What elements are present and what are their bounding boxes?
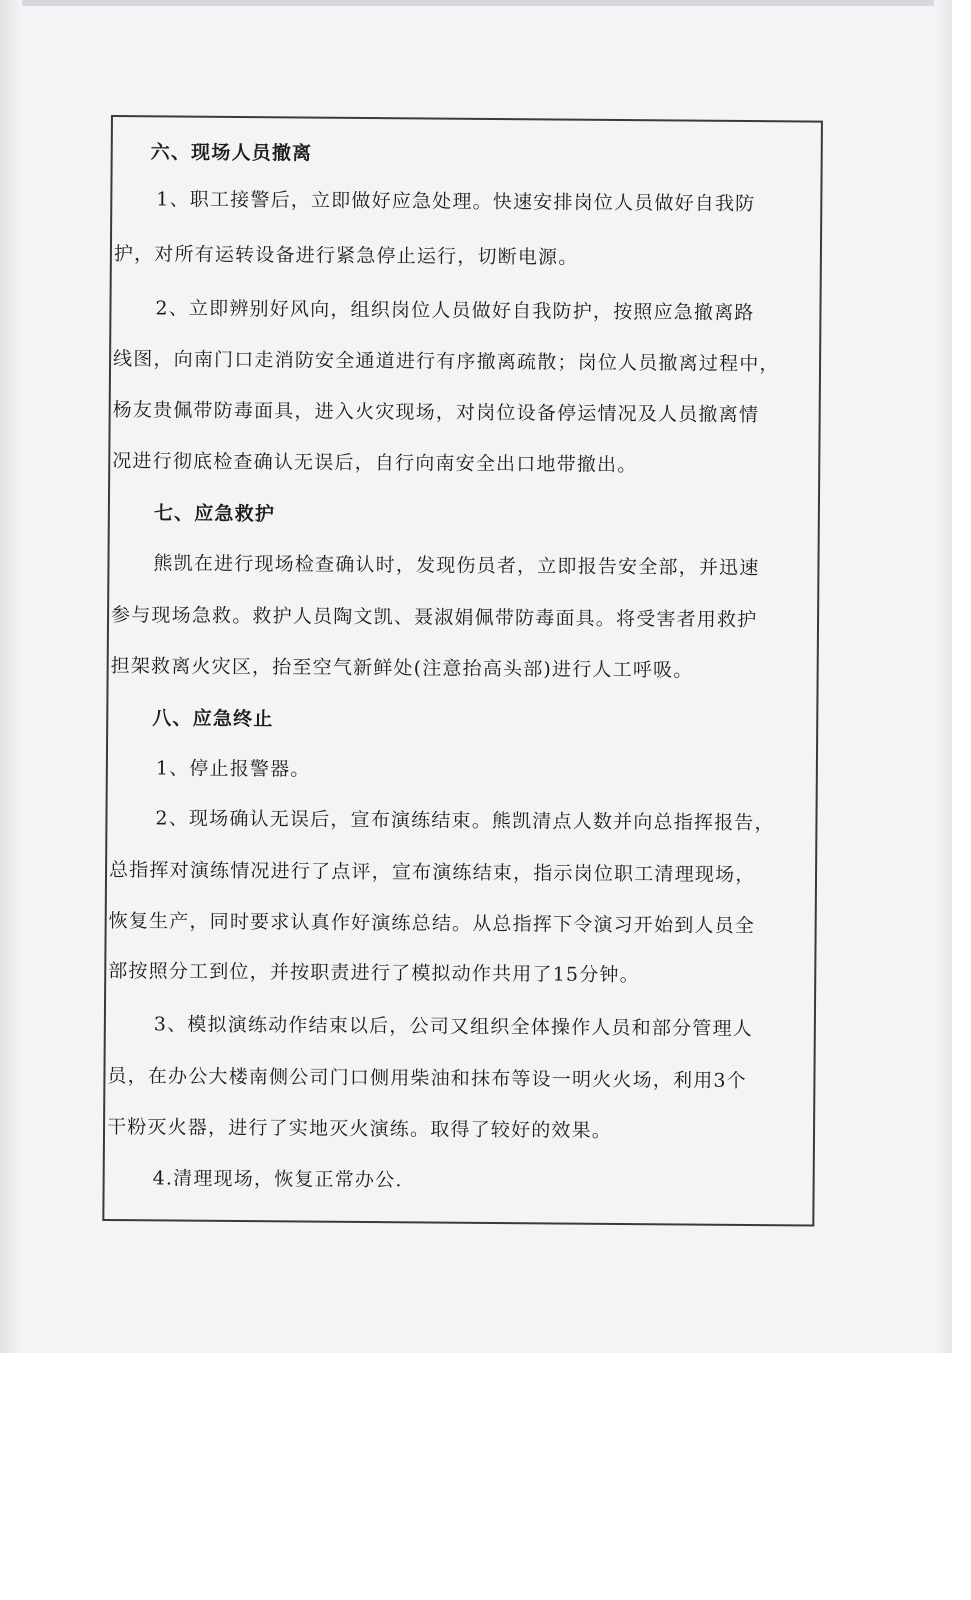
section-heading-rescue: 七、应急救护	[153, 502, 276, 526]
document-frame	[102, 115, 823, 1227]
section-heading-termination: 八、应急终止	[152, 707, 274, 731]
paragraph-line: 2、立即辨别好风向，组织岗位人员做好自我防护，按照应急撤离路	[155, 297, 755, 325]
paragraph-line: 部按照分工到位，并按职责进行了模拟动作共用了15分钟。	[108, 960, 640, 987]
paragraph-line: 干粉灭火器，进行了实地灭火演练。取得了较好的效果。	[106, 1116, 613, 1142]
paragraph-line: 杨友贵佩带防毒面具，进入火灾现场，对岗位设备停运情况及人员撤离情	[112, 399, 760, 427]
paragraph-line: 1、职工接警后，立即做好应急处理。快速安排岗位人员做好自我防	[156, 188, 756, 216]
paragraph-line: 2、现场确认无误后，宣布演练结束。熊凯清点人数并向总指挥报告，	[155, 807, 775, 835]
scan-edge	[0, 0, 22, 1353]
paragraph-line: 总指挥对演练情况进行了点评，宣布演练结束，指示岗位职工清理现场，	[108, 859, 756, 887]
paragraph-line: 熊凯在进行现场检查确认时，发现伤员者，立即报告安全部，并迅速	[153, 552, 760, 580]
paragraph-line: 担架救离火灾区，抬至空气新鲜处(注意抬高头部)进行人工呼吸。	[110, 655, 694, 682]
paragraph-line: 员，在办公大楼南侧公司门口侧用柴油和抹布等设一明火火场，利用3个	[107, 1065, 748, 1093]
paragraph-line: 1、停止报警器。	[155, 757, 311, 781]
scan-edge	[0, 0, 952, 6]
paragraph-line: 恢复生产，同时要求认真作好演练总结。从总指挥下令演习开始到人员全	[108, 910, 756, 938]
paragraph-line: 3、模拟演练动作结束以后，公司又组织全体操作人员和部分管理人	[153, 1013, 754, 1041]
paragraph-line: 线图，向南门口走消防安全通道进行有序撤离疏散；岗位人员撤离过程中，	[112, 348, 780, 376]
paragraph-line: 参与现场急救。救护人员陶文凯、聂淑娟佩带防毒面具。将受害者用救护	[110, 604, 758, 632]
section-heading-evacuation: 六、现场人员撤离	[150, 141, 313, 165]
paragraph-line: 护，对所有运转设备进行紧急停止运行，切断电源。	[113, 243, 579, 269]
paragraph-line: 4.清理现场，恢复正常办公.	[152, 1167, 403, 1192]
scan-edge	[934, 0, 952, 1353]
paragraph-line: 况进行彻底检查确认无误后，自行向南安全出口地带撤出。	[112, 450, 638, 477]
